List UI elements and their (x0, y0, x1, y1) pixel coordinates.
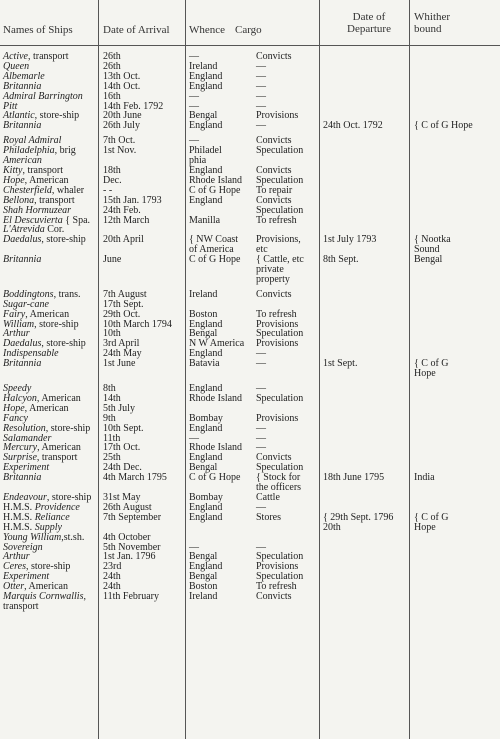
whence: { NW Coast (189, 234, 239, 246)
arrival-date: 26th July (103, 120, 140, 132)
ship-name: American (3, 155, 42, 167)
ship-name: Boddingtons (3, 288, 54, 300)
arrival-date: 26th (103, 51, 121, 62)
whence: England (189, 348, 223, 360)
ship-note: transport (3, 600, 39, 612)
cargo: Convicts (256, 452, 292, 464)
ship-note: , store-ship (41, 338, 86, 350)
table-row (0, 92, 500, 102)
ship-name: Atlantic (3, 110, 35, 122)
ship-note: , store-ship (25, 561, 71, 573)
arrival-date: 13th Oct. (103, 70, 141, 82)
whence: Rhode Island (189, 174, 243, 186)
cargo: Speculation (256, 392, 304, 404)
ship-note: , store-ship (45, 422, 91, 434)
cargo: — (256, 501, 266, 513)
ship-name: Sovereign (3, 541, 43, 553)
table-row (0, 300, 500, 310)
departure-date: 1st Sept. (323, 358, 358, 370)
whence: Boston (189, 581, 218, 593)
whence: — (189, 100, 199, 112)
whence: N W America (189, 338, 245, 350)
arrival-date: 29th Oct. (103, 308, 141, 320)
arrival-date: 10th March 1794 (103, 318, 172, 330)
ship-note: , American (24, 402, 69, 414)
whence: — (189, 432, 199, 444)
cargo: Provisions (256, 318, 299, 330)
cargo: Convicts (256, 591, 292, 603)
cargo: Provisions (256, 338, 299, 350)
table-row (0, 473, 500, 483)
ship-name: Hope (3, 174, 25, 186)
arrival-date: 12th March (103, 214, 150, 226)
ship-note: , American (25, 308, 70, 320)
arrival-date: 26th (103, 60, 121, 72)
whence: Ireland (189, 60, 218, 72)
cargo: — (256, 358, 266, 370)
ship-name: Arthur (3, 551, 30, 563)
cargo: property (256, 273, 290, 285)
ship-name: Arthur (3, 328, 30, 340)
departure-date: 1st July 1793 (323, 234, 377, 246)
cargo: — (256, 442, 266, 454)
whence: phia (189, 155, 207, 167)
whence: England (189, 194, 223, 206)
ship-note: , whaler (51, 184, 85, 196)
ship-name: H.M.S. (3, 511, 35, 523)
ship-name: Kitty (3, 164, 23, 176)
whence: England (189, 452, 223, 464)
whence: England (189, 422, 223, 434)
ship-note: ,st.sh. (61, 531, 85, 543)
arrival-date: June (103, 254, 122, 266)
ship-note: , brig (54, 145, 76, 157)
arrival-date: 24th (103, 581, 121, 593)
cargo: Convicts (256, 288, 292, 300)
whence: — (189, 541, 199, 553)
ship-name: Philadelphia (3, 145, 55, 157)
table-row (0, 320, 500, 330)
arrival-date: 5th November (103, 541, 161, 553)
ship-name: Surprise (3, 452, 37, 464)
ship-name: Britannia (3, 254, 42, 266)
arrival-date: 15th Jan. 1793 (103, 194, 162, 206)
whither-bound: Hope (414, 368, 436, 380)
arrival-date: 1st Nov. (103, 145, 137, 157)
ship-name: Indispensable (3, 348, 59, 360)
ship-note: , transport (34, 194, 75, 206)
arrival-date: 10th Sept. (103, 422, 144, 434)
ship-note: , (83, 591, 86, 603)
cargo: Cattle (256, 491, 280, 503)
ship-name-cell (3, 602, 39, 612)
ship-name: Queen (3, 60, 30, 72)
header-cargo: Cargo (235, 24, 262, 36)
arrival-date: 24th (103, 571, 121, 583)
arrival-date: - - (103, 184, 113, 196)
whence: England (189, 70, 223, 82)
whence: England (189, 120, 223, 132)
ship-note: , transport (27, 51, 69, 62)
ship-name-cell (3, 235, 86, 245)
arrival-date: 11th (103, 432, 121, 444)
cargo: Speculation (256, 328, 304, 340)
table-row (0, 562, 500, 572)
ship-note: , transport (22, 164, 63, 176)
cargo: Provisions (256, 412, 299, 424)
table-row (0, 52, 500, 62)
cargo: — (256, 432, 266, 444)
cargo: private (256, 264, 284, 276)
arrival-date: 14th Oct. (103, 80, 141, 92)
whence: England (189, 383, 223, 394)
whither-bound: { C of G Hope (414, 120, 473, 132)
arrival-date: 17th Oct. (103, 442, 141, 454)
cargo: — (256, 422, 266, 434)
table-row (0, 186, 500, 196)
arrival-date: 24th May (103, 348, 142, 360)
ship-name-cell (3, 473, 41, 483)
table-row (0, 290, 500, 300)
table-row (0, 404, 500, 414)
arrival-date: 17th Sept. (103, 298, 144, 310)
arrival-date: 5th July (103, 402, 135, 414)
arrival-date: 26th August (103, 501, 152, 513)
cargo: Speculation (256, 551, 304, 563)
ship-name: Royal Admiral (3, 135, 62, 147)
whence: C of G Hope (189, 184, 241, 196)
ship-name: H.M.S. (3, 521, 35, 533)
whence: Boston (189, 308, 218, 320)
whence: C of G Hope (189, 472, 241, 484)
whence: Bengal (189, 551, 218, 563)
ship-name: Daedalus (3, 234, 42, 246)
whither-bound: Hope (414, 521, 436, 533)
table-row (0, 265, 500, 275)
header-whither: Whither bound (414, 11, 451, 35)
ship-name: Bellona (3, 194, 35, 206)
table-row (0, 394, 500, 404)
whence: England (189, 318, 223, 330)
ship-note: { Spa. (62, 214, 91, 226)
whence: Bengal (189, 328, 218, 340)
table-row (0, 543, 500, 553)
whence: of America (189, 244, 234, 256)
ship-name-italic: Supply (34, 521, 62, 533)
table-row (0, 121, 500, 131)
ship-name: Experiment (3, 462, 50, 474)
arrival-date: 4th March 1795 (103, 472, 167, 484)
table-row (0, 533, 500, 543)
ship-note: , trans. (53, 288, 81, 300)
ship-name: Otter (3, 581, 25, 593)
arrival-date: 16th (103, 90, 121, 102)
table-row (0, 369, 500, 379)
table-row (0, 146, 500, 156)
cargo: — (256, 90, 266, 102)
whence: Rhode Island (189, 392, 243, 404)
arrival-date: 20th June (103, 110, 142, 122)
ship-name: Sugar-cane (3, 298, 49, 310)
departure-date: 24th Oct. 1792 (323, 120, 383, 132)
whence: — (189, 90, 199, 102)
ship-name: Experiment (3, 571, 50, 583)
departure-date: 8th Sept. (323, 254, 359, 266)
table-row (0, 156, 500, 166)
arrival-date: 7th Oct. (103, 135, 136, 147)
cargo: Speculation (256, 571, 304, 583)
ship-note: , American (24, 174, 69, 186)
cargo: — (256, 60, 266, 72)
arrival-date: 14th (103, 392, 121, 404)
ship-name: Hope (3, 402, 25, 414)
cargo: Speculation (256, 462, 304, 474)
ship-note: , store-ship (34, 318, 79, 330)
departure-date: { 29th Sept. 1796 (323, 511, 394, 523)
ship-name: Britannia (3, 80, 42, 92)
cargo: — (256, 80, 266, 92)
arrival-date: 24th Dec. (103, 462, 142, 474)
cargo: To refresh (256, 581, 297, 593)
ship-note: , American (36, 392, 81, 404)
ship-name: Active (3, 51, 28, 62)
arrival-date: 7th August (103, 288, 147, 300)
header-rule (0, 45, 500, 46)
ship-name: Young William (3, 531, 62, 543)
ship-note: , American (24, 581, 68, 593)
whence: — (189, 51, 199, 62)
ship-note: , American (37, 442, 81, 454)
cargo: — (256, 120, 266, 132)
ship-name: Fairy (3, 308, 26, 320)
whence: Rhode Island (189, 442, 243, 454)
table-row (0, 196, 500, 206)
ship-name-cell (3, 255, 41, 265)
arrival-date: 1st Jan. 1796 (103, 551, 156, 563)
cargo: Convicts (256, 164, 292, 176)
ship-name: Shah Hormuzear (3, 204, 72, 216)
cargo: Provisions (256, 561, 299, 573)
ship-name: L'Atrevida (3, 224, 45, 236)
cargo: Provisions, (256, 234, 301, 246)
whence: England (189, 501, 223, 513)
ship-note: , transport (36, 452, 78, 464)
cargo: { Stock for (256, 472, 301, 484)
ship-name: Albemarle (3, 70, 45, 82)
cargo: etc (256, 244, 268, 256)
ship-name-italic: Providence (34, 501, 80, 513)
cargo: — (256, 383, 266, 394)
ship-note: , store-ship (34, 110, 80, 122)
ship-note: Cor. (44, 224, 65, 236)
ship-name: Ceres (3, 561, 26, 573)
cargo: Speculation (256, 174, 304, 186)
whence: — (189, 135, 199, 147)
arrival-date: 8th (103, 383, 116, 394)
ship-name: Salamander (3, 432, 52, 444)
ship-name: Chesterfield (3, 184, 52, 196)
whence: Bombay (189, 412, 223, 424)
ship-name: Britannia (3, 120, 42, 132)
ship-name: Fancy (3, 412, 28, 424)
whence: Manilla (189, 214, 221, 226)
ship-name: H.M.S. (3, 501, 35, 513)
table-row (0, 62, 500, 72)
ship-name: Britannia (3, 472, 42, 484)
table-row (0, 572, 500, 582)
cargo: — (256, 541, 266, 553)
ship-name: William (3, 318, 35, 330)
whence: Ireland (189, 591, 218, 603)
header-arrival: Date of Arrival (103, 24, 170, 36)
whither-bound: { Nootka (414, 234, 451, 246)
whither-bound: Sound (414, 244, 440, 256)
cargo: Speculation (256, 145, 304, 157)
ship-name: Marquis Cornwallis (3, 591, 84, 603)
table-row (0, 602, 500, 612)
cargo: Provisions (256, 110, 299, 122)
ship-name-cell (3, 121, 41, 131)
whence: England (189, 511, 223, 523)
arrival-date: 18th (103, 164, 121, 176)
ship-name: Endeavour (3, 491, 47, 503)
whence: England (189, 561, 223, 573)
ship-note: , store-ship (46, 491, 92, 503)
whither-bound: { C of G (414, 511, 449, 523)
ship-name: Halcyon (3, 392, 37, 404)
arrival-date: 11th February (103, 591, 160, 603)
ship-table (0, 52, 500, 612)
arrival-date: Dec. (103, 174, 122, 186)
whence: England (189, 80, 223, 92)
whence: Bengal (189, 571, 218, 583)
cargo: To refresh (256, 214, 297, 226)
arrival-date: 1st June (103, 358, 136, 370)
whence: Batavia (189, 358, 220, 370)
cargo: To repair (256, 184, 293, 196)
whence: Bengal (189, 110, 218, 122)
departure-date: 18th June 1795 (323, 472, 385, 484)
arrival-date: 14th Feb. 1792 (103, 100, 164, 112)
whence: C of G Hope (189, 254, 241, 266)
whence: Philadel (189, 145, 222, 157)
cargo: Speculation (256, 204, 304, 216)
whence: England (189, 164, 223, 176)
ship-note: , store-ship (41, 234, 86, 246)
table-row (0, 552, 500, 562)
cargo: Convicts (256, 194, 292, 206)
cargo: the officers (256, 482, 302, 494)
table-row (0, 424, 500, 434)
cargo: To refresh (256, 308, 297, 320)
header-departure: Date of Departure (347, 11, 391, 35)
ship-name: Pitt (3, 100, 18, 112)
ship-name: Daedalus (3, 338, 42, 350)
cargo: Convicts (256, 51, 292, 62)
table-row (0, 453, 500, 463)
ship-name: Mercury (3, 442, 38, 454)
ship-name-cell (3, 359, 41, 369)
whither-bound: Bengal (414, 254, 443, 266)
whence: Bengal (189, 462, 218, 474)
arrival-date: 7th September (103, 511, 162, 523)
arrival-date: 4th October (103, 531, 151, 543)
ship-name: Resolution (3, 422, 46, 434)
arrival-date: 9th (103, 412, 116, 424)
table-row (0, 166, 500, 176)
arrival-date: 31st May (103, 491, 141, 503)
table-row (0, 255, 500, 265)
whence: Bombay (189, 491, 223, 503)
ship-name: Admiral Barrington (3, 90, 83, 102)
whither-bound: India (414, 472, 435, 484)
cargo: — (256, 70, 266, 82)
table-row (0, 339, 500, 349)
cargo: — (256, 348, 266, 360)
whither-bound: { C of G (414, 358, 449, 370)
table-row (0, 216, 500, 226)
ship-name: Britannia (3, 358, 42, 370)
table-row (0, 275, 500, 285)
cargo: — (256, 100, 266, 112)
arrival-date: 23rd (103, 561, 122, 573)
cargo: Stores (256, 511, 281, 523)
arrival-date: 3rd April (103, 338, 140, 350)
ship-name-italic: Reliance (34, 511, 70, 523)
table-row (0, 72, 500, 82)
arrival-date: 24th Feb. (103, 204, 141, 216)
departure-date: 20th (323, 521, 341, 533)
ship-name: El Descuvierta (3, 214, 63, 226)
whence: Ireland (189, 288, 218, 300)
ship-name: Speedy (3, 383, 32, 394)
arrival-date: 10th (103, 328, 121, 340)
table-row (0, 592, 500, 602)
cargo: { Cattle, etc (256, 254, 304, 266)
arrival-date: 25th (103, 452, 121, 464)
header-ship: Names of Ships (3, 24, 73, 36)
arrival-date: 20th April (103, 234, 144, 246)
cargo: Convicts (256, 135, 292, 147)
header-whence: Whence (189, 24, 226, 36)
